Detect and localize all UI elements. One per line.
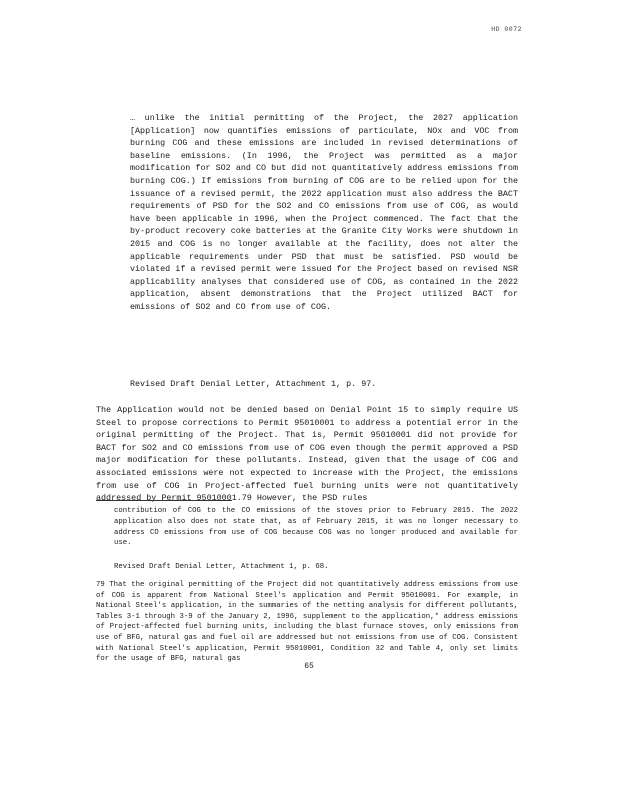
block-quote: … unlike the initial permitting of the Project, the 2027 application [Application] now quantifies emissions of particulate, NOx and VOC from burning COG and these emissions are included in revised determinations of baseline emissions. (In 1996, the Project was permitted as a major modification for SO2 and CO but did not quantitatively address emissions from burning COG.) If emissions from burning of COG are to be relied upon for the issuance of a revised permit, the 2022 application must also address the BACT requirements of PSD for the SO2 and CO emissions from use of COG, as would have been applicable in 1996, when the Project commenced. The fact that the by-product recovery coke batteries at the Granite City Works were shutdown in 2015 and COG is no longer available at the facility, does not alter the applicable requirements under PSD that must be satisfied. PSD would be violated if a revised permit were issued for the Project based on revised NSR applicability analyses that considered use of COG, as contained in the 2022 application, absent demonstrations that the Project utilized BACT for emissions of SO2 and CO from use of COG. [130, 113, 518, 312]
page-number: 65 [304, 662, 314, 671]
header-code: HD 0072 [491, 26, 522, 33]
footnote-separator [96, 500, 232, 501]
body-paragraph: The Application would not be denied based on Denial Point 15 to simply require US Steel to propose corrections to Permit 95010001 to address a potential error in the original permitting of the Project. That is, Permit 95010001 did not provide for BACT for SO2 and CO emissions from use of COG even though the permit approved a PSD major modification for these pollutants. Instead, given that the usage of COG and associated emissions were not expected to increase with the Project, the emissions from use of COG in Project-affected fuel burning units were not quantitatively addressed by Permit 95010001.79 However, the PSD rules [96, 405, 518, 504]
footnote-continuation: contribution of COG to the CO emissions of the stoves prior to February 2015. The 2022 application also does not state that, as of February 2015, it was no longer necessary to address CO emissions from use of COG because COG was no longer produced and available for use. [114, 507, 518, 548]
quote-citation: Revised Draft Denial Letter, Attachment 1, p. 97. [130, 379, 377, 389]
footnote-79: 79 That the original permitting of the Project did not quantitatively address emissions from use of COG is apparent from National Steel's application and Permit 95010001. For example, in National Steel's application, in the summaries of the netting analysis for different pollutants, Tables 3-1 through 3-9 of the January 2, 1996, supplement to the application,* address emissions of Project-affected fuel burning units, including the blast furnace stoves, only emissions from use of BFG, natural gas and fuel oil are addressed but not emissions from use of COG. Consistent with National Steel's application, Permit 95010001, Condition 32 and Table 4, only set limits for the usage of BFG, natural gas [96, 581, 518, 664]
footnote-citation: Revised Draft Denial Letter, Attachment 1, p. 68. [114, 563, 329, 571]
